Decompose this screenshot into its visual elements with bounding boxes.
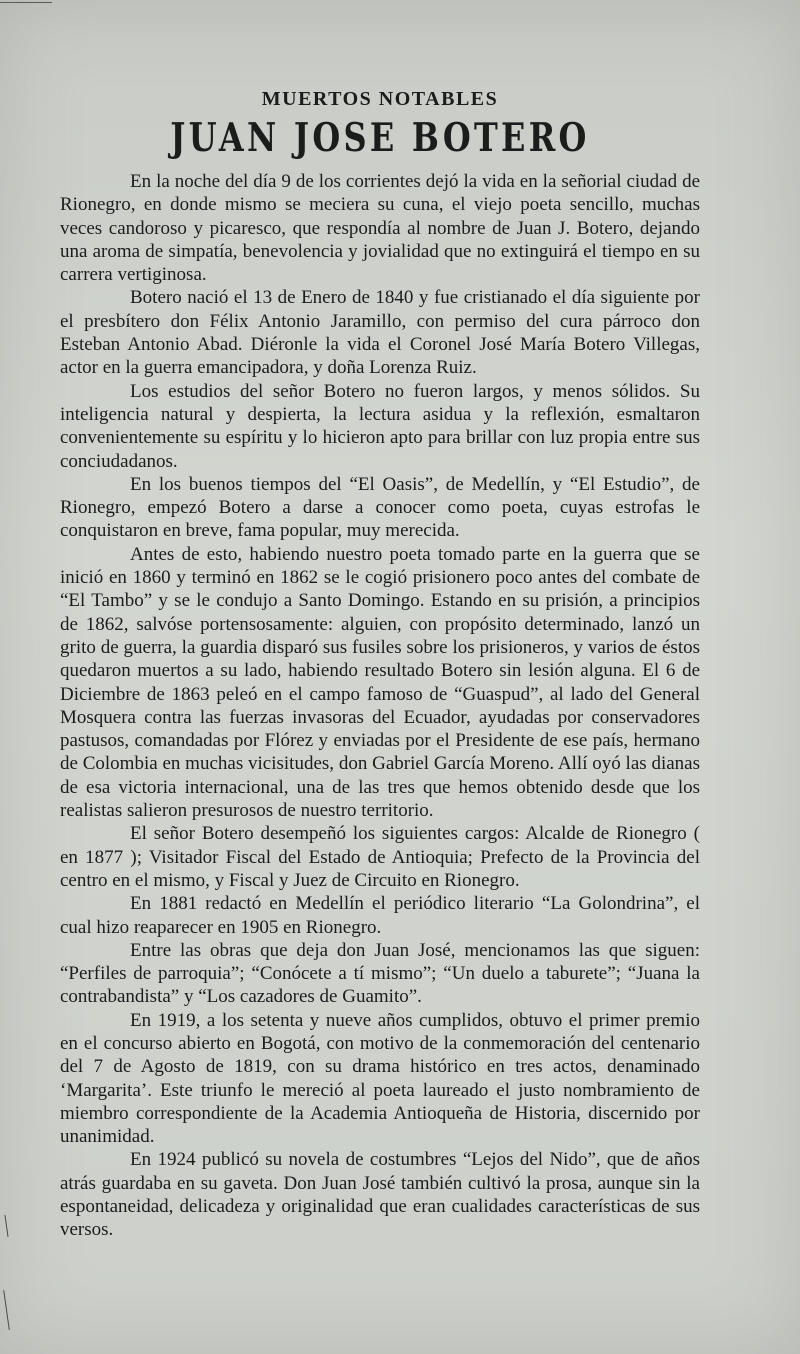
body-paragraph: En 1881 redactó en Medellín el periódico literario “La Golondrina”, el cual hizo reaparecer en 1905 en Rionegro. bbox=[60, 893, 700, 938]
body-paragraph: El señor Botero desempeñó los siguientes cargos: Alcalde de Rionegro ( en 1877 ); Visitador Fiscal del Estado de Antioquia; Prefecto de la Provincia del centro en el mismo, y Fiscal y Juez de Circuito en Rionegro. bbox=[60, 823, 700, 891]
article-headline: JUAN JOSE BOTERO bbox=[170, 115, 590, 161]
body-paragraph: Entre las obras que deja don Juan José, mencionamos las que siguen: “Perfiles de parroquia”; “Conócete a tí mismo”; “Un duelo a taburete”; “Juana la contrabandista” y “Los cazadores de Guamito”. bbox=[60, 939, 700, 1008]
body-paragraph: En la noche del día 9 de los corrientes dejó la vida en la señorial ciudad de Rionegro, en donde mismo se meciera su cuna, el viejo poeta sencillo, muchas veces candoroso y picaresco, que respondía al nombre de Juan J. Botero, dejando una aroma de simpatía, benevolencia y jovialidad que no extinguirá el tiempo en su carrera vertiginosa. bbox=[60, 171, 700, 286]
body-paragraph: En 1919, a los setenta y nueve años cumplidos, obtuvo el primer premio en el concurso abierto en Bogotá, con motivo de la conmemoración del centenario del 7 de Agosto de 1819, con su drama histórico en tres actos, denaminado ‘Margarita’. Este triunfo le mereció al poeta laureado el justo nombramiento de miembro correspondiente de la Academia Antioqueña de Historia, discernido por unanimidad. bbox=[60, 1009, 700, 1148]
article-body bbox=[60, 170, 700, 1242]
body-paragraph: Antes de esto, habiendo nuestro poeta tomado parte en la guerra que se inició en 1860 y terminó en 1862 se le cogió prisionero poco antes del combate de “El Tambo” y se le condujo a Santo Domingo. Estando en su prisión, a principios de 1862, salvóse portensosamente: alguien, con propósito determinado, lanzó un grito de guerra, la guardia disparó sus fusiles sobre los prisioneros, y varios de éstos quedaron muertos a su lado, habiendo resultado Botero sin lesión alguna. El 6 de Diciembre de 1863 peleó en el campo famoso de “Guaspud”, al lado del General Mosquera contra las fuerzas invasoras del Ecuador, ayudadas por conservadores pastusos, comandadas por Flórez y enviadas por el Presidente de ese país, hermano de Colombia en muchas vicisitudes, don Gabriel García Moreno. Allí oyó las dianas de esa victoria internacional, una de las tres que hemos obtenido desde que los realistas salieron presurosos de nuestro territorio. bbox=[60, 543, 700, 822]
obituary-article bbox=[60, 86, 700, 1242]
body-paragraph: Los estudios del señor Botero no fueron largos, y menos sólidos. Su inteligencia natural y despierta, la lectura asidua y la reflexión, esmaltaron convenientemente su espíritu y lo hicieron apto para brillar con luz propia entre sus conciudadanos. bbox=[60, 380, 700, 472]
body-paragraph: En 1924 publicó su novela de costumbres “Lejos del Nido”, que de años atrás guardaba en su gaveta. Don Juan José también cultivó la prosa, aunque sin la espontaneidad, delicadeza y originalidad que eran cualidades características de sus versos. bbox=[60, 1149, 700, 1241]
body-paragraph: En los buenos tiempos del “El Oasis”, de Medellín, y “El Estudio”, de Rionegro, empezó Botero a darse a conocer como poeta, cuyas estrofas le conquistaron en breve, fama popular, muy merecida. bbox=[60, 473, 700, 542]
section-label: MUERTOS NOTABLES bbox=[261, 88, 499, 110]
margin-pencil-mark bbox=[4, 1215, 8, 1237]
body-paragraph: Botero nació el 13 de Enero de 1840 y fue cristianado el día siguiente por el presbítero don Félix Antonio Jaramillo, con permiso del cura párroco don Esteban Antonio Abad. Diéronle la vida el Coronel José María Botero Villegas, actor en la guerra emancipadora, y doña Lorenza Ruiz. bbox=[60, 287, 700, 379]
margin-pencil-mark bbox=[3, 1290, 10, 1330]
page-edge-mark bbox=[0, 2, 52, 3]
